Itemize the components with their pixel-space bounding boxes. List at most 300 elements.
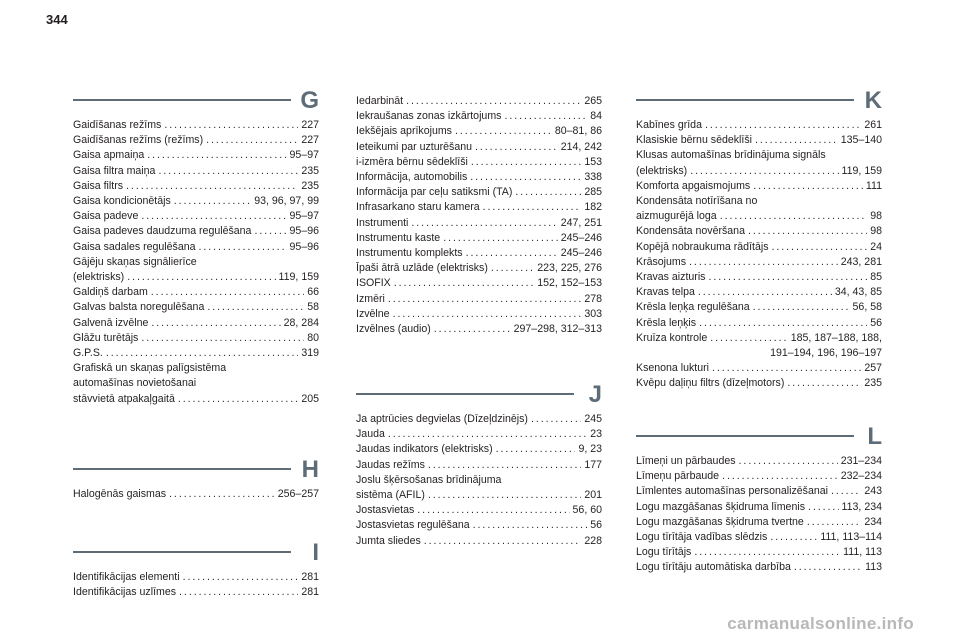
index-entry-pages: 93, 96, 97, 99 (254, 195, 319, 208)
index-entry-label: aizmugurējā loga (636, 210, 717, 223)
dot-leader (708, 270, 867, 285)
index-entry-pages: 205 (301, 392, 319, 405)
index-entry-label: Komforta apgaismojums (636, 179, 751, 192)
index-entry-label-line: automašīnas novietošanai (73, 377, 197, 390)
index-entry-label: Jaudas režīms (356, 458, 425, 471)
index-entry-pages: 257 (864, 362, 882, 375)
dot-leader (739, 454, 838, 469)
dot-leader (206, 133, 298, 148)
entry-list-k (636, 118, 882, 392)
index-entry (636, 133, 882, 148)
index-entry-pages: 243 (864, 485, 882, 498)
section-l (636, 422, 882, 576)
index-entry-pages: 111 (865, 179, 882, 192)
index-entry-pages: 182 (584, 201, 602, 214)
index-entry-pages: 113, 234 (841, 500, 882, 513)
index-entry-pages: 84 (590, 110, 602, 123)
dot-leader (147, 148, 286, 163)
index-entry-label: Gaisa sadales regulēšana (73, 240, 196, 253)
dot-leader (388, 292, 581, 307)
dot-leader (199, 240, 287, 255)
dot-leader (254, 224, 286, 239)
index-entry-pages: 228 (584, 534, 602, 547)
index-entry (636, 545, 882, 560)
index-entry (636, 240, 882, 255)
dot-leader (394, 276, 534, 291)
index-entry-label: Gaisa padeves daudzuma regulēšana (73, 225, 252, 238)
index-entry (73, 270, 319, 285)
index-entry (636, 270, 882, 285)
index-entry-pages: 245–246 (560, 247, 602, 260)
index-entry-label: Iekšējais aprīkojums (356, 125, 452, 138)
index-entry-label: Līmeņu pārbaude (636, 470, 720, 483)
dot-leader (712, 361, 861, 376)
index-entry (356, 488, 602, 503)
section-divider (73, 468, 291, 470)
index-entry-label: G.P.S. (73, 347, 103, 360)
index-entry-label: Logu tīrītāju automātiska darbība (636, 561, 791, 574)
index-entry-pages: 111, 113 (843, 546, 882, 559)
index-entry (356, 216, 602, 231)
index-entry (73, 331, 319, 346)
index-entry-pages: 119, 159 (841, 164, 882, 177)
index-entry (636, 361, 882, 376)
index-entry-label: Logu tīrītāja vadības slēdzis (636, 531, 768, 544)
index-entry-label: Halogēnās gaismas (73, 488, 167, 500)
index-entry-label: Krēsla leņķa regulēšana (636, 301, 750, 314)
page-header (0, 0, 960, 40)
dot-leader (179, 585, 298, 600)
index-entry-label: Īpaši ātrā uzlāde (elektrisks) (356, 262, 488, 275)
index-entry (636, 331, 882, 346)
index-entry (356, 185, 602, 200)
index-entry (73, 133, 319, 148)
index-entry (636, 530, 882, 545)
index-entry-label: Identifikācijas elementi (73, 571, 180, 583)
dot-leader (753, 179, 863, 194)
index-entry-label: i-izmēra bērnu sēdeklīši (356, 155, 468, 168)
index-entry (636, 500, 882, 515)
section-letter-h: H (301, 456, 319, 483)
index-entry (73, 392, 319, 407)
index-entry-label-line: Grafiskā un skaņas palīgsistēma (73, 362, 227, 375)
index-entry-pages: 95–97 (289, 149, 319, 162)
index-entry-pages: 281 (301, 586, 319, 599)
index-entry-label: Klasiskie bērnu sēdeklīši (636, 134, 752, 147)
dot-leader (699, 316, 867, 331)
dot-leader (151, 316, 280, 331)
section-header-h (73, 455, 319, 485)
index-entry (356, 261, 602, 276)
index-entry-label: Informācija, automobilis (356, 171, 468, 184)
dot-leader (720, 209, 868, 224)
entry-list-g (73, 118, 319, 407)
index-entry (636, 316, 882, 331)
index-entry (356, 458, 602, 473)
section-divider (636, 435, 854, 437)
dot-leader (690, 164, 838, 179)
index-entry (356, 412, 602, 427)
index-entry (356, 518, 602, 533)
index-entry (73, 570, 319, 585)
dot-leader (106, 346, 298, 361)
index-entry (636, 515, 882, 530)
index-entry (73, 300, 319, 315)
dot-leader (126, 179, 298, 194)
index-entry-pages: 261 (864, 119, 882, 131)
index-entry-pages: 177 (584, 458, 602, 471)
index-entry-label: Gaisa apmaiņa (73, 149, 145, 162)
index-entry (356, 170, 602, 185)
dot-leader (808, 500, 839, 515)
dot-leader (772, 240, 868, 255)
section-letter-l: L (867, 423, 882, 450)
section-i (73, 538, 319, 600)
dot-leader (753, 300, 850, 315)
entry-list-h (73, 487, 319, 502)
index-entry-pages: 98 (870, 210, 882, 223)
index-entry-pages-continued: 191–194, 196, 196–197 (770, 347, 882, 360)
index-entry-label: Iekraušanas zonas izkārtojums (356, 110, 502, 123)
section-g (73, 86, 319, 407)
index-entry-label: Izvēlne (356, 307, 390, 320)
index-entry (356, 94, 602, 109)
section-k (636, 86, 882, 392)
dot-leader (531, 412, 581, 427)
index-entry-label: Logu mazgāšanas šķidruma līmenis (636, 500, 805, 513)
index-entry-label: ISOFIX (356, 277, 391, 290)
index-entry-label: Kravas aizturis (636, 271, 706, 284)
index-entry (636, 454, 882, 469)
index-entry-pages: 56 (590, 519, 602, 532)
index-entry-pages: 227 (301, 119, 319, 131)
index-entry-pages: 153 (584, 155, 602, 168)
index-entry-pages: 95–96 (289, 225, 319, 238)
index-entry (73, 240, 319, 255)
index-entry-label: Iedarbināt (356, 95, 404, 107)
index-entry (356, 246, 602, 261)
dot-leader (515, 185, 581, 200)
index-entry (73, 487, 319, 502)
index-entry (356, 307, 602, 322)
index-entry-label: Kabīnes grīda (636, 119, 702, 131)
index-entry (73, 224, 319, 239)
section-divider (73, 551, 291, 553)
index-entry-pages: 285 (584, 186, 602, 199)
index-entry-label: Instrumentu komplekts (356, 247, 463, 260)
index-entry-pages: 232–234 (840, 470, 882, 483)
index-entry-label: stāvvietā atpakaļgaitā (73, 392, 175, 405)
index-entry-label: Galdiņš darbam (73, 286, 148, 299)
section-header-k (636, 86, 882, 116)
dot-leader (770, 530, 817, 545)
index-entry (356, 503, 602, 518)
index-entry-label: Infrasarkano staru kamera (356, 201, 480, 214)
index-entry-pages: 80–81, 86 (554, 125, 602, 138)
index-entry (73, 316, 319, 331)
index-entry-label: Instrumenti (356, 216, 409, 229)
index-entry-pages: 58 (307, 301, 319, 314)
section-letter-j: J (588, 381, 602, 408)
index-entry (356, 442, 602, 457)
index-entry-pages: 201 (584, 489, 602, 502)
dot-leader (787, 376, 861, 391)
index-entry-label: Izvēlnes (audio) (356, 323, 431, 336)
dot-leader (424, 534, 582, 549)
index-entry-pages: 303 (584, 307, 602, 320)
dot-leader (158, 164, 298, 179)
index-entry (356, 292, 602, 307)
section-h (73, 455, 319, 502)
dot-leader (141, 209, 286, 224)
index-entry-pages: 338 (584, 171, 602, 184)
index-entry-pages: 234 (864, 515, 882, 528)
section-j (356, 380, 602, 549)
index-entry-label: Logu tīrītājs (636, 546, 692, 559)
index-entry-pages: 231–234 (840, 455, 882, 467)
index-entry-label: Līmlentes automašīnas personalizēšanai (636, 485, 828, 498)
index-entry (73, 164, 319, 179)
dot-leader (178, 392, 298, 407)
index-entry-label: Ksenona lukturi (636, 362, 710, 375)
index-entry-label: Identifikācijas uzlīmes (73, 586, 177, 599)
index-entry-label: Gaidīšanas režīms (režīms) (73, 134, 204, 147)
dot-leader (411, 216, 557, 231)
index-entry-pages: 235 (301, 164, 319, 177)
dot-leader (473, 518, 588, 533)
index-entry (636, 179, 882, 194)
index-entry-label: Ieteikumi par uzturēšanu (356, 140, 473, 153)
index-entry-label: (elektrisks) (73, 271, 125, 284)
index-entry-pages: 98 (870, 225, 882, 238)
index-entry (636, 300, 882, 315)
index-entry-label-line: Klusas automašīnas brīdinājuma signāls (636, 149, 826, 162)
index-entry-label: Krēsla leņķis (636, 316, 697, 329)
index-entry (636, 560, 882, 575)
index-entry-label: Jostasvietas (356, 504, 415, 517)
index-entry-pages: 113 (865, 561, 882, 574)
index-entry-pages: 227 (301, 134, 319, 147)
index-entry-pages: 85 (870, 271, 882, 284)
index-entry-pages: 235 (864, 377, 882, 390)
index-entry (356, 427, 602, 442)
index-entry-pages: 111, 113–114 (820, 531, 882, 544)
index-entry-label: Gaisa filtra maiņa (73, 164, 156, 177)
dot-leader (475, 140, 558, 155)
entry-list-i-continued (356, 94, 602, 337)
index-entry (636, 484, 882, 499)
index-entry-label: Jauda (356, 428, 385, 441)
index-entry (356, 534, 602, 549)
index-entry-pages: 56, 60 (572, 504, 602, 517)
index-entry (356, 124, 602, 139)
index-entry (356, 155, 602, 170)
index-entry-label-line: Joslu šķērsošanas brīdinājuma (356, 473, 502, 486)
index-entry-label: Galvenā izvēlne (73, 316, 149, 329)
section-divider (636, 99, 854, 101)
index-entry-pages: 135–140 (840, 134, 882, 147)
entry-list-l (636, 454, 882, 576)
section-header-j (356, 380, 602, 410)
dot-leader (504, 109, 587, 124)
section-i-continued (356, 92, 602, 337)
dot-leader (455, 124, 552, 139)
dot-leader (207, 300, 304, 315)
index-entry-pages: 56 (870, 316, 882, 329)
index-entry-label: Kopējā nobraukuma rādītājs (636, 240, 769, 253)
index-entry-label: Jostasvietas regulēšana (356, 519, 470, 532)
index-entry (73, 194, 319, 209)
index-entry-label: Instrumentu kaste (356, 231, 441, 244)
index-entry (73, 346, 319, 361)
dot-leader (483, 200, 582, 215)
index-entry-pages: 297–298, 312–313 (513, 323, 602, 336)
index-entry-pages: 278 (584, 292, 602, 305)
index-entry-pages: 152, 152–153 (537, 277, 602, 290)
index-entry-label: (elektrisks) (636, 164, 688, 177)
index-entry-label: Jumta sliedes (356, 534, 421, 547)
dot-leader (755, 133, 838, 148)
index-entry-label-line: Kondensāta notīrīšana no (636, 195, 758, 208)
entry-list-i (73, 570, 319, 600)
index-entry-pages: 56, 58 (852, 301, 882, 314)
dot-leader (393, 307, 582, 322)
index-entry-pages: 34, 43, 85 (834, 286, 882, 299)
dot-leader (794, 560, 862, 575)
dot-leader (470, 170, 581, 185)
index-entry (73, 179, 319, 194)
index-entry-label: Izmēri (356, 292, 385, 305)
index-entry-pages: 223, 225, 276 (537, 262, 602, 275)
index-entry (356, 276, 602, 291)
dot-leader (471, 155, 581, 170)
index-entry-label: Gaisa padeve (73, 210, 139, 223)
entry-list-j (356, 412, 602, 549)
watermark: carmanualsonline.info (727, 614, 914, 633)
index-entry (636, 469, 882, 484)
dot-leader (443, 231, 558, 246)
section-letter-i: I (312, 539, 319, 566)
dot-leader (417, 503, 569, 518)
dot-leader (183, 570, 299, 585)
index-entry-label: Kruīza kontrole (636, 331, 708, 344)
index-entry-label: Gaisa kondicionētājs (73, 195, 171, 208)
index-entry-pages: 23 (590, 428, 602, 441)
index-entry (636, 376, 882, 391)
dot-leader (705, 118, 861, 133)
index-entry-pages: 185, 187–188, 188, (790, 331, 882, 344)
index-entry-label: Informācija par ceļu satiksmi (TA) (356, 186, 513, 199)
section-header-l (636, 422, 882, 452)
index-entry-label: Kravas telpa (636, 286, 695, 299)
index-entry-pages: 119, 159 (278, 271, 319, 284)
dot-leader (710, 331, 787, 346)
dot-leader (689, 255, 838, 270)
index-entry (636, 224, 882, 239)
dot-leader (151, 285, 304, 300)
section-letter-g: G (300, 87, 319, 114)
section-divider (73, 99, 291, 101)
index-entry-label: Ja aptrūcies degvielas (Dīzeļdzinējs) (356, 413, 528, 425)
index-entry (636, 209, 882, 224)
index-entry-pages: 245–246 (560, 231, 602, 244)
dot-leader (722, 469, 838, 484)
index-entry (356, 109, 602, 124)
index-entry-pages: 235 (301, 179, 319, 192)
section-header-g (73, 86, 319, 116)
index-entry (356, 231, 602, 246)
index-entry-pages: 95–96 (289, 240, 319, 253)
index-entry-pages: 265 (584, 95, 602, 107)
index-entry-pages: 245 (584, 413, 602, 425)
index-entry-label: Krāsojums (636, 255, 687, 268)
index-entry-label: Kondensāta novēršana (636, 225, 745, 238)
dot-leader (169, 487, 275, 502)
dot-leader (694, 545, 840, 560)
index-entry-pages: 281 (301, 571, 319, 583)
section-divider (356, 393, 574, 395)
index-entry-label: Jaudas indikators (elektrisks) (356, 443, 493, 456)
index-entry-label: Līmeņi un pārbaudes (636, 455, 736, 467)
index-entry-label: sistēma (AFIL) (356, 489, 425, 502)
dot-leader (807, 515, 861, 530)
dot-leader (466, 246, 558, 261)
index-entry (636, 285, 882, 300)
index-entry (356, 322, 602, 337)
index-entry-pages: 28, 284 (283, 316, 319, 329)
index-entry-pages: 247, 251 (560, 216, 602, 229)
index-entry-pages: 66 (307, 286, 319, 299)
dot-leader (491, 261, 534, 276)
index-entry-label: Logu mazgāšanas šķidruma tvertne (636, 515, 804, 528)
index-entry (73, 285, 319, 300)
index-entry (73, 209, 319, 224)
index-entry (636, 118, 882, 133)
index-entry (73, 148, 319, 163)
dot-leader (428, 458, 581, 473)
dot-leader (406, 94, 581, 109)
index-entry-pages: 319 (301, 347, 319, 360)
dot-leader (698, 285, 832, 300)
dot-leader (831, 484, 861, 499)
section-letter-k: K (864, 87, 882, 114)
index-entry-pages: 24 (870, 240, 882, 253)
index-entry (73, 585, 319, 600)
index-entry-pages: 9, 23 (578, 443, 602, 456)
index-entry-label: Kvēpu daļiņu filtrs (dīzeļmotors) (636, 377, 785, 390)
index-entry-pages: 214, 242 (560, 140, 602, 153)
index-entry-pages: 80 (307, 331, 319, 344)
dot-leader (127, 270, 275, 285)
dot-leader (428, 488, 581, 503)
section-header-i (73, 538, 319, 568)
dot-leader (496, 442, 576, 457)
index-entry (356, 140, 602, 155)
index-entry (636, 164, 882, 179)
dot-leader (141, 331, 304, 346)
page-number: 344 (46, 12, 68, 27)
dot-leader (174, 194, 251, 209)
index-entry-label: Gaidīšanas režīms (73, 119, 162, 131)
index-entry-pages: 256–257 (277, 488, 319, 500)
index-entry (636, 255, 882, 270)
index-entry-label: Gaisa filtrs (73, 179, 124, 192)
index-entry (73, 118, 319, 133)
dot-leader (434, 322, 511, 337)
index-entry-label: Glāžu turētājs (73, 331, 139, 344)
dot-leader (388, 427, 587, 442)
index-entry-label: Galvas balsta noregulēšana (73, 301, 205, 314)
